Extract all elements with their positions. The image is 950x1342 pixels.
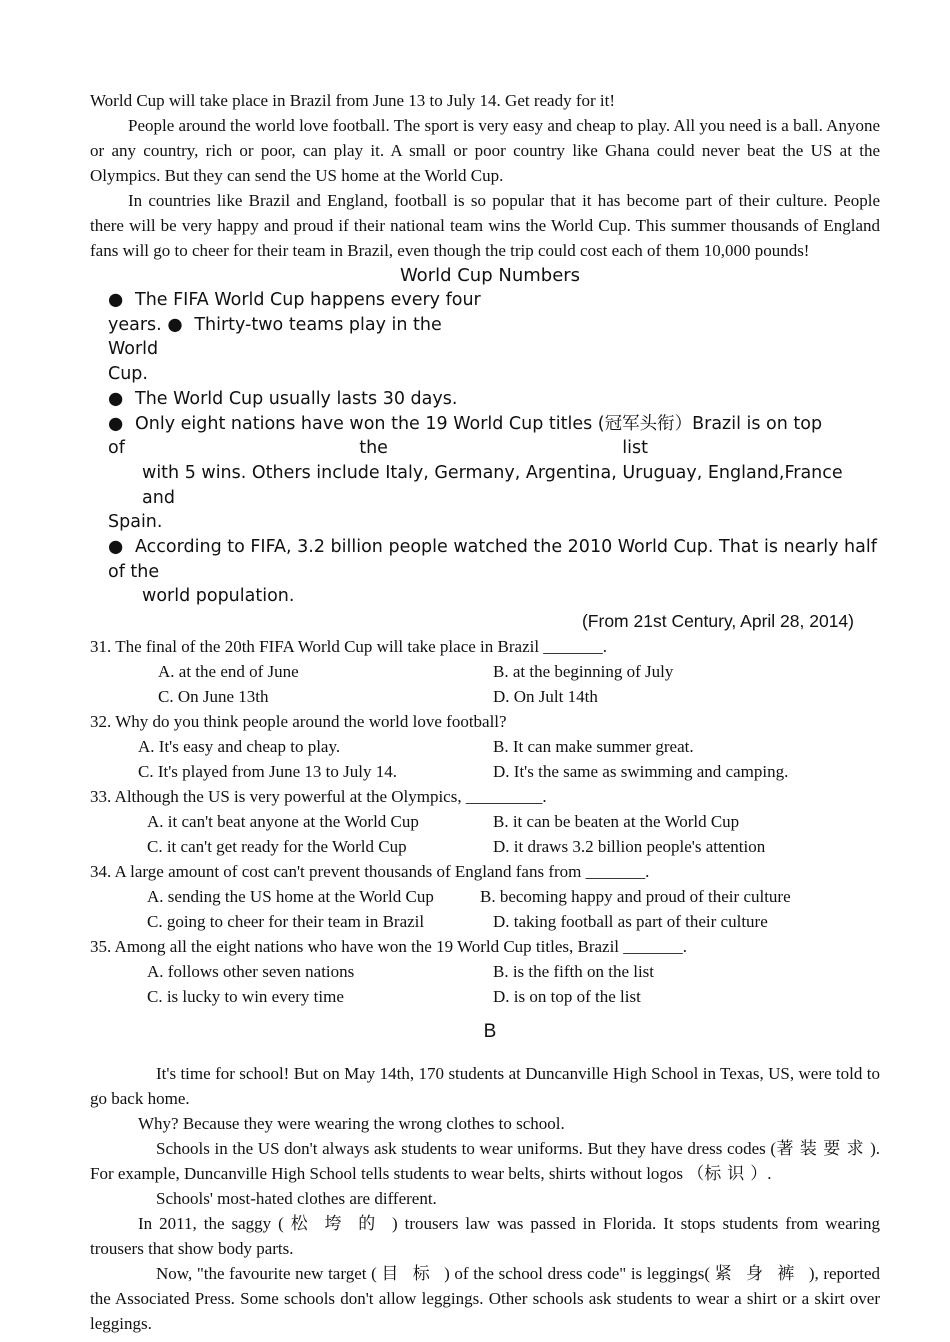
- question-33-options-row1: [90, 809, 880, 834]
- bullet-icon: ●: [108, 388, 124, 409]
- question-32-options-row1: [90, 734, 880, 759]
- option-33-c: C. it can't get ready for the World Cup: [147, 837, 407, 857]
- numbers-bullets: [90, 288, 880, 609]
- question-31-options-row2: [90, 684, 880, 709]
- option-31-c: C. On June 13th: [158, 687, 269, 707]
- option-35-a: A. follows other seven nations: [147, 962, 355, 982]
- option-32-a: A. It's easy and cheap to play.: [138, 737, 341, 757]
- option-34-b: B. becoming happy and proud of their culture: [480, 887, 791, 907]
- passage-a-para2: People around the world love football. The sport is very easy and cheap to play. All you need is a ball. Anyone or any country, rich or poor, can play it. A small or poor country like Ghana could never beat the US at the Olympics. But they can send the US home at the World Cup.: [90, 116, 880, 185]
- bullet-icon: ●: [167, 314, 183, 335]
- question-33-options-row2: [90, 834, 880, 859]
- passage-b-para2: Why? Because they were wearing the wrong clothes to school.: [138, 1114, 565, 1134]
- passage-b-para4: Schools' most-hated clothes are different.: [156, 1189, 437, 1209]
- option-35-d: D. is on top of the list: [493, 987, 641, 1007]
- question-31: 31. The final of the 20th FIFA World Cup will take place in Brazil _______.: [90, 637, 608, 657]
- bullet-item-1: ● The FIFA World Cup happens every four: [108, 288, 488, 313]
- option-34-c: C. going to cheer for their team in Brazil: [147, 912, 425, 932]
- option-32-c: C. It's played from June 13 to July 14.: [138, 762, 397, 782]
- question-35: 35. Among all the eight nations who have won the 19 World Cup titles, Brazil _______.: [90, 937, 688, 957]
- bullet-icon: ●: [108, 413, 124, 434]
- exam-page: [90, 88, 880, 1336]
- option-33-a: A. it can't beat anyone at the World Cup: [147, 812, 419, 832]
- option-31-b: B. at the beginning of July: [493, 662, 674, 682]
- bullet-item-5-end: world population.: [142, 586, 295, 607]
- question-34-options-row1: [90, 884, 880, 909]
- bullet-item-4: ● Only eight nations have won the 19 World Cup titles (冠军头衔）Brazil is on top: [108, 412, 880, 437]
- passage-b: [90, 1061, 880, 1336]
- source-citation: (From 21st Century, April 28, 2014): [581, 611, 854, 632]
- passage-b-para3: Schools in the US don't always ask students to wear uniforms. But they have dress codes (著装要求). For example, Duncanville High School tells students to wear belts, shirts without logos （标识）.: [90, 1139, 880, 1184]
- bullet-item-5: ● According to FIFA, 3.2 billion people watched the 2010 World Cup. That is nearly half: [108, 535, 880, 560]
- question-32-options-row2: [90, 759, 880, 784]
- option-34-d: D. taking football as part of their culture: [493, 912, 768, 932]
- bullet-item-4-end: Spain.: [108, 512, 163, 533]
- question-31-options-row1: [90, 659, 880, 684]
- passage-a-line1: World Cup will take place in Brazil from June 13 to July 14. Get ready for it!: [90, 91, 616, 110]
- question-block: [90, 634, 880, 1009]
- numbers-box-title: World Cup Numbers: [399, 265, 581, 286]
- option-32-d: D. It's the same as swimming and camping.: [493, 762, 789, 782]
- question-34: 34. A large amount of cost can't prevent thousands of England fans from _______.: [90, 862, 650, 882]
- question-34-options-row2: [90, 909, 880, 934]
- option-35-c: C. is lucky to win every time: [147, 987, 344, 1007]
- bullet-item-4-spread: of the list: [108, 438, 648, 459]
- option-31-a: A. at the end of June: [158, 662, 299, 682]
- world-cup-numbers-box: [90, 263, 880, 634]
- bullet-item-2: years. ● Thirty-two teams play in the World: [108, 314, 442, 360]
- option-33-b: B. it can be beaten at the World Cup: [493, 812, 740, 832]
- option-33-d: D. it draws 3.2 billion people's attention: [493, 837, 766, 857]
- question-33: 33. Although the US is very powerful at the Olympics, _________.: [90, 787, 547, 807]
- question-35-options-row2: [90, 984, 880, 1009]
- question-32: 32. Why do you think people around the world love football?: [90, 712, 507, 732]
- option-32-b: B. It can make summer great.: [493, 737, 694, 757]
- bullet-icon: ●: [108, 537, 124, 558]
- passage-a-para3: In countries like Brazil and England, football is so popular that it has become part of their culture. People there will be very happy and proud if their national team wins the World Cup. This summer thousands of England fans will go to cheer for their team in Brazil, even though the trip could cost each of them 10,000 pounds!: [90, 191, 880, 260]
- bullet-item-2-cont: Cup.: [108, 364, 148, 385]
- passage-b-para1: It's time for school! But on May 14th, 170 students at Duncanville High School in Texas, US, were told to go back home.: [90, 1064, 880, 1109]
- passage-b-para5: In 2011, the saggy ( 松垮的) trousers law was passed in Florida. It stops students from wearing trousers that show body parts.: [90, 1214, 881, 1259]
- bullet-item-4-cont: with 5 wins. Others include Italy, Germany, Argentina, Uruguay, England,France and: [142, 462, 843, 508]
- section-b-heading: B: [483, 1021, 497, 1043]
- bullet-icon: ●: [108, 290, 124, 310]
- option-35-b: B. is the fifth on the list: [493, 962, 655, 982]
- option-31-d: D. On Jult 14th: [493, 687, 598, 707]
- passage-b-para6: Now, "the favourite new target ( 目标) of the school dress code" is leggings( 紧身裤), reported the Associated Press. Some schools don't allow leggings. Other schools ask students to wear a shirt or a skirt over leggings.: [90, 1264, 880, 1334]
- bullet-item-5-cont: of the: [108, 561, 160, 582]
- bullet-item-3: ● The World Cup usually lasts 30 days.: [108, 387, 880, 412]
- question-35-options-row1: [90, 959, 880, 984]
- option-34-a: A. sending the US home at the World Cup: [147, 887, 434, 907]
